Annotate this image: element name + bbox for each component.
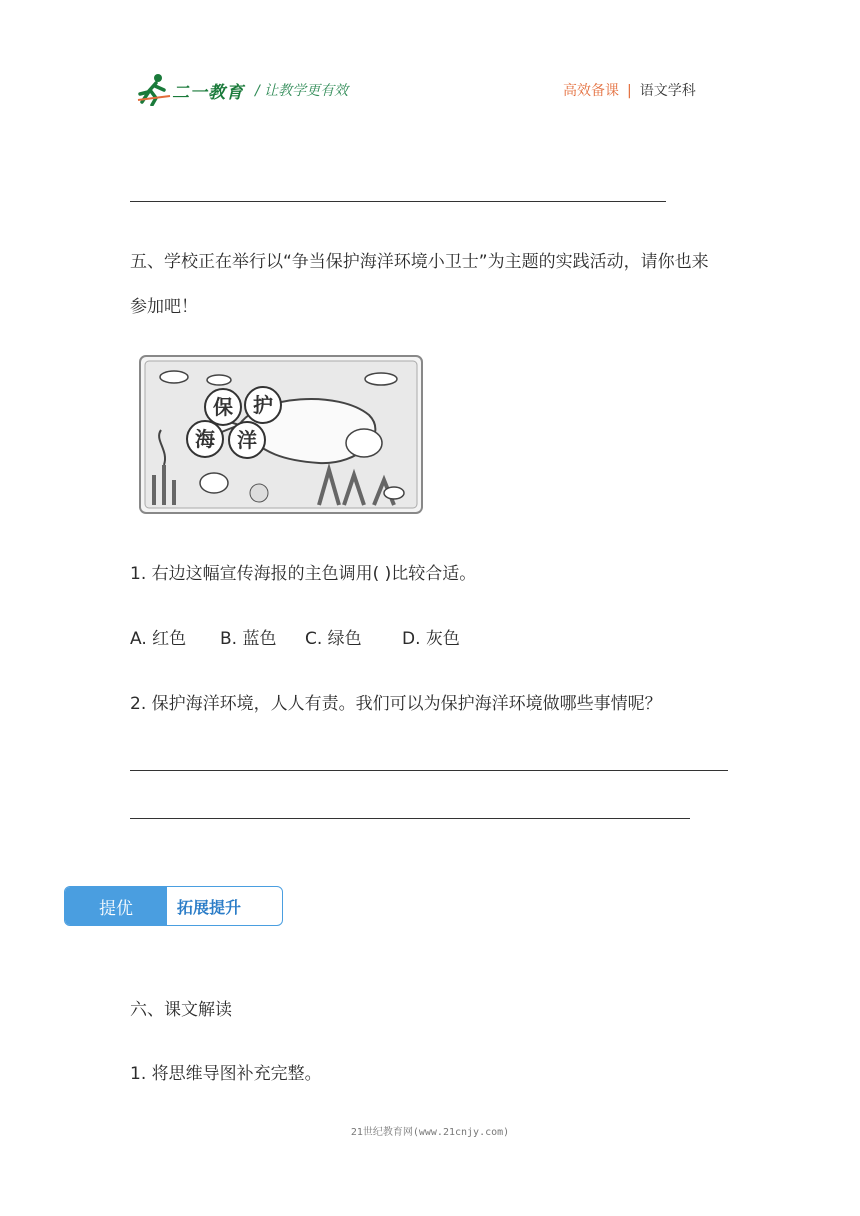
runner-logo-icon	[136, 72, 172, 106]
question-6-1: 1. 将思维导图补充完整。	[130, 1064, 322, 1084]
question-5-2: 2. 保护海洋环境，人人有责。我们可以为保护海洋环境做哪些事情呢？	[130, 694, 662, 714]
option-a[interactable]: A. 红色	[130, 629, 187, 649]
section6-title: 六、课文解读	[130, 1000, 232, 1020]
ocean-poster-image	[139, 355, 423, 514]
header-separator: |	[627, 83, 632, 99]
brand-logo-text: 二一教育	[172, 83, 244, 103]
answer-line[interactable]	[130, 770, 728, 771]
question-5-1: 1. 右边这幅宣传海报的主色调用( )比较合适。	[130, 564, 477, 584]
section5-prompt-line2: 参加吧！	[130, 297, 198, 317]
tab-label-title: 拓展提升	[177, 897, 242, 917]
answer-line[interactable]	[130, 818, 690, 819]
page-footer: 21世纪教育网(www.21cnjy.com)	[350, 1127, 510, 1138]
section5-prompt-line1: 五、学校正在举行以“争当保护海洋环境小卫士”为主题的实践活动，请你也来	[130, 252, 709, 272]
poster-title-char: 海	[195, 427, 215, 451]
brand-slogan: / 让教学更有效	[255, 83, 349, 99]
option-b[interactable]: B. 蓝色	[220, 629, 277, 649]
option-c[interactable]: C. 绿色	[305, 629, 362, 649]
header-subject	[563, 80, 696, 100]
header-tag-primary: 高效备课	[563, 83, 619, 99]
tab-label-level: 提优	[65, 887, 167, 925]
poster-title-char: 洋	[237, 428, 257, 452]
answer-line	[130, 201, 666, 202]
section-tab	[64, 886, 283, 926]
header-tag-secondary: 语文学科	[639, 83, 696, 99]
option-d[interactable]: D. 灰色	[402, 629, 460, 649]
poster-title-char: 保	[213, 395, 233, 419]
poster-title-char: 护	[253, 393, 273, 417]
